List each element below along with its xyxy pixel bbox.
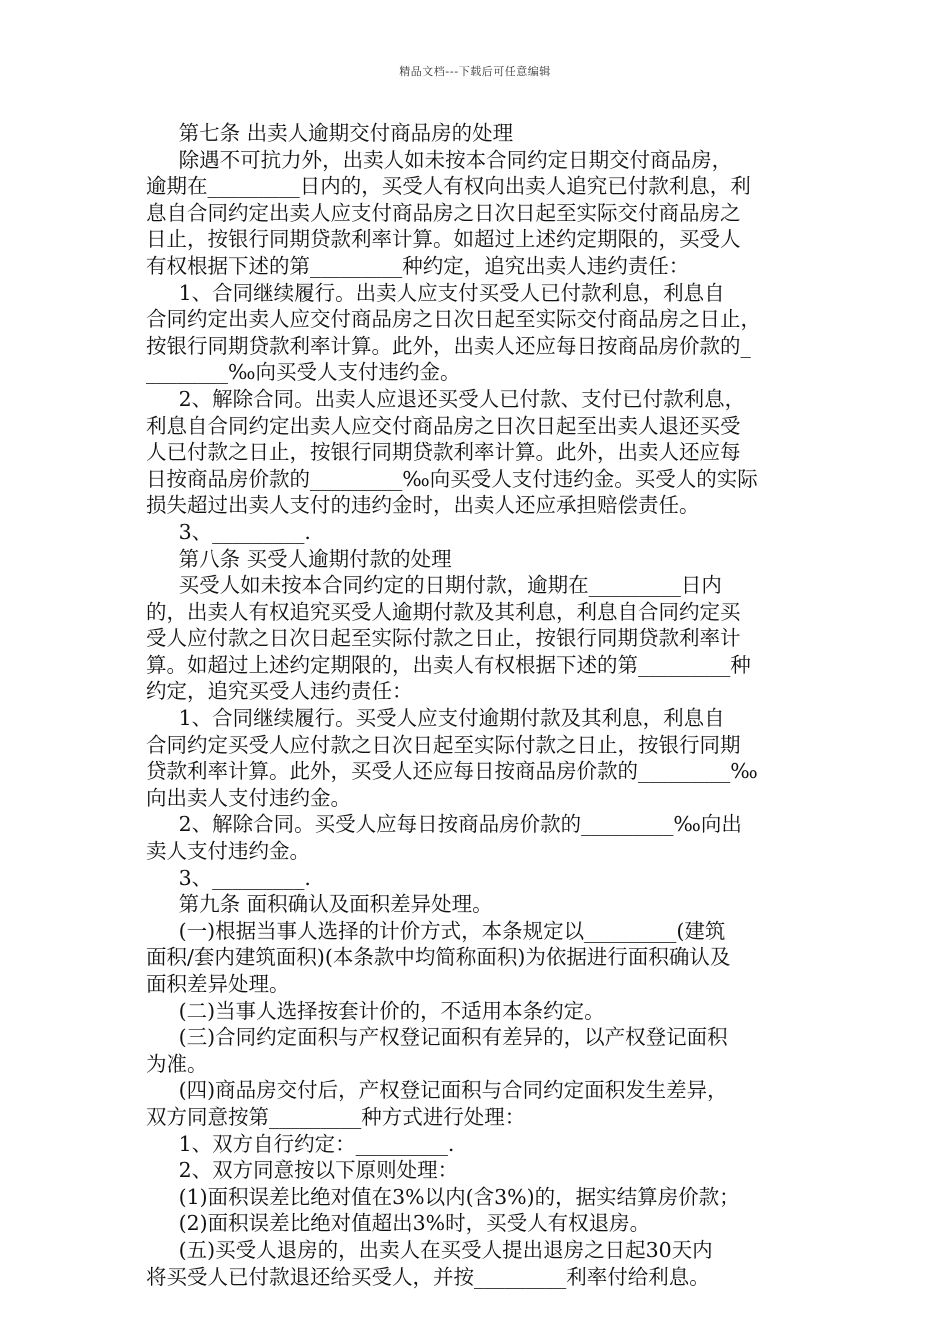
paragraph-line: 面积/套内建筑面积)(本条款中均简称面积)为依据进行面积确认及 (146, 945, 731, 970)
paragraph-line: 3、_________. (146, 865, 311, 890)
paragraph-line: 双方同意按第_________种方式进行处理： (146, 1104, 526, 1129)
paragraph-line: ________‰向买受人支付违约金。 (146, 360, 461, 385)
paragraph-line: 为准。 (146, 1051, 208, 1076)
paragraph-line: (一)根据当事人选择的计价方式，本条规定以_________(建筑 (146, 918, 726, 943)
paragraph-line: 2、双方同意按以下原则处理： (146, 1158, 459, 1183)
paragraph-line: (2)面积误差比绝对值超出3%时，买受人有权退房。 (146, 1211, 651, 1236)
paragraph-line: 将买受人已付款退还给买受人，并按_________利率付给利息。 (146, 1264, 710, 1289)
paragraph-line: 人已付款之日止，按银行同期贷款利率计算。此外，出卖人还应每 (146, 440, 741, 465)
paragraph-line: 卖人支付违约金。 (146, 839, 310, 864)
paragraph-line: (四)商品房交付后，产权登记面积与合同约定面积发生差异， (146, 1078, 728, 1103)
paragraph-line: 向出卖人支付违约金。 (146, 785, 351, 810)
article-9-heading: 第九条 面积确认及面积差异处理。 (146, 892, 493, 917)
paragraph-line: 算。如超过上述约定期限的，出卖人有权根据下述的第_________种 (146, 652, 751, 677)
paragraph-line: 日按商品房价款的_________‰向买受人支付违约金。买受人的实际 (146, 466, 758, 491)
paragraph-line: 2、解除合同。出卖人应退还买受人已付款、支付已付款利息， (146, 386, 746, 411)
paragraph-line: 约定，追究买受人违约责任： (146, 679, 413, 704)
paragraph-line: 利息自合同约定出卖人应交付商品房之日次日起至出卖人退还买受 (146, 413, 741, 438)
paragraph-line: 逾期在_________日内的，买受人有权向出卖人追究已付款利息，利 (146, 174, 751, 199)
paragraph-line: 1、合同继续履行。买受人应支付逾期付款及其利息，利息自 (146, 706, 725, 731)
paragraph-line: 面积差异处理。 (146, 972, 290, 996)
paragraph-line: (三)合同约定面积与产权登记面积有差异的，以产权登记面积 (146, 1025, 728, 1050)
paragraph-line: 日止，按银行同期贷款利率计算。如超过上述约定期限的，买受人 (146, 227, 741, 252)
paragraph-line: (五)买受人退房的，出卖人在买受人提出退房之日起30天内 (146, 1237, 713, 1262)
paragraph-line: 3、_________. (146, 519, 311, 544)
paragraph-line: 的，出卖人有权追究买受人逾期付款及其利息，利息自合同约定买 (146, 599, 741, 624)
document-body (146, 120, 810, 1290)
paragraph-line: 损失超过出卖人支付的违约金时，出卖人还应承担赔偿责任。 (146, 493, 700, 518)
article-8-heading: 第八条 买受人逾期付款的处理 (146, 546, 452, 571)
paragraph-line: 1、双方自行约定：_________. (146, 1131, 455, 1156)
paragraph-line: (1)面积误差比绝对值在3%以内(含3%)的，据实结算房价款； (146, 1184, 740, 1209)
article-7-heading: 第七条 出卖人逾期交付商品房的处理 (146, 121, 514, 145)
paragraph-line: 1、合同继续履行。出卖人应支付买受人已付款利息，利息自 (146, 280, 725, 305)
paragraph-line: 有权根据下述的第_________种约定，追究出卖人违约责任： (146, 253, 690, 278)
page-header: 精品文档---下载后可任意编辑 (399, 65, 551, 78)
paragraph-line: 受人应付款之日次日起至实际付款之日止，按银行同期贷款利率计 (146, 626, 741, 651)
paragraph-line: 合同约定出卖人应交付商品房之日次日起至实际交付商品房之日止， (146, 307, 761, 332)
paragraph-line: 息自合同约定出卖人应支付商品房之日次日起至实际交付商品房之 (146, 200, 741, 225)
paragraph-line: (二)当事人选择按套计价的，不适用本条约定。 (146, 998, 605, 1023)
paragraph-line: 合同约定买受人应付款之日次日起至实际付款之日止，按银行同期 (146, 732, 741, 757)
paragraph-line: 按银行同期贷款利率计算。此外，出卖人还应每日按商品房价款的_ (146, 333, 751, 358)
paragraph-line: 买受人如未按本合同约定的日期付款，逾期在_________日内 (146, 573, 722, 598)
paragraph-line: 贷款利率计算。此外，买受人还应每日按商品房价款的_________‰ (146, 759, 758, 784)
paragraph-line: 除遇不可抗力外，出卖人如未按本合同约定日期交付商品房， (146, 147, 733, 172)
paragraph-line: 2、解除合同。买受人应每日按商品房价款的_________‰向出 (146, 812, 742, 837)
